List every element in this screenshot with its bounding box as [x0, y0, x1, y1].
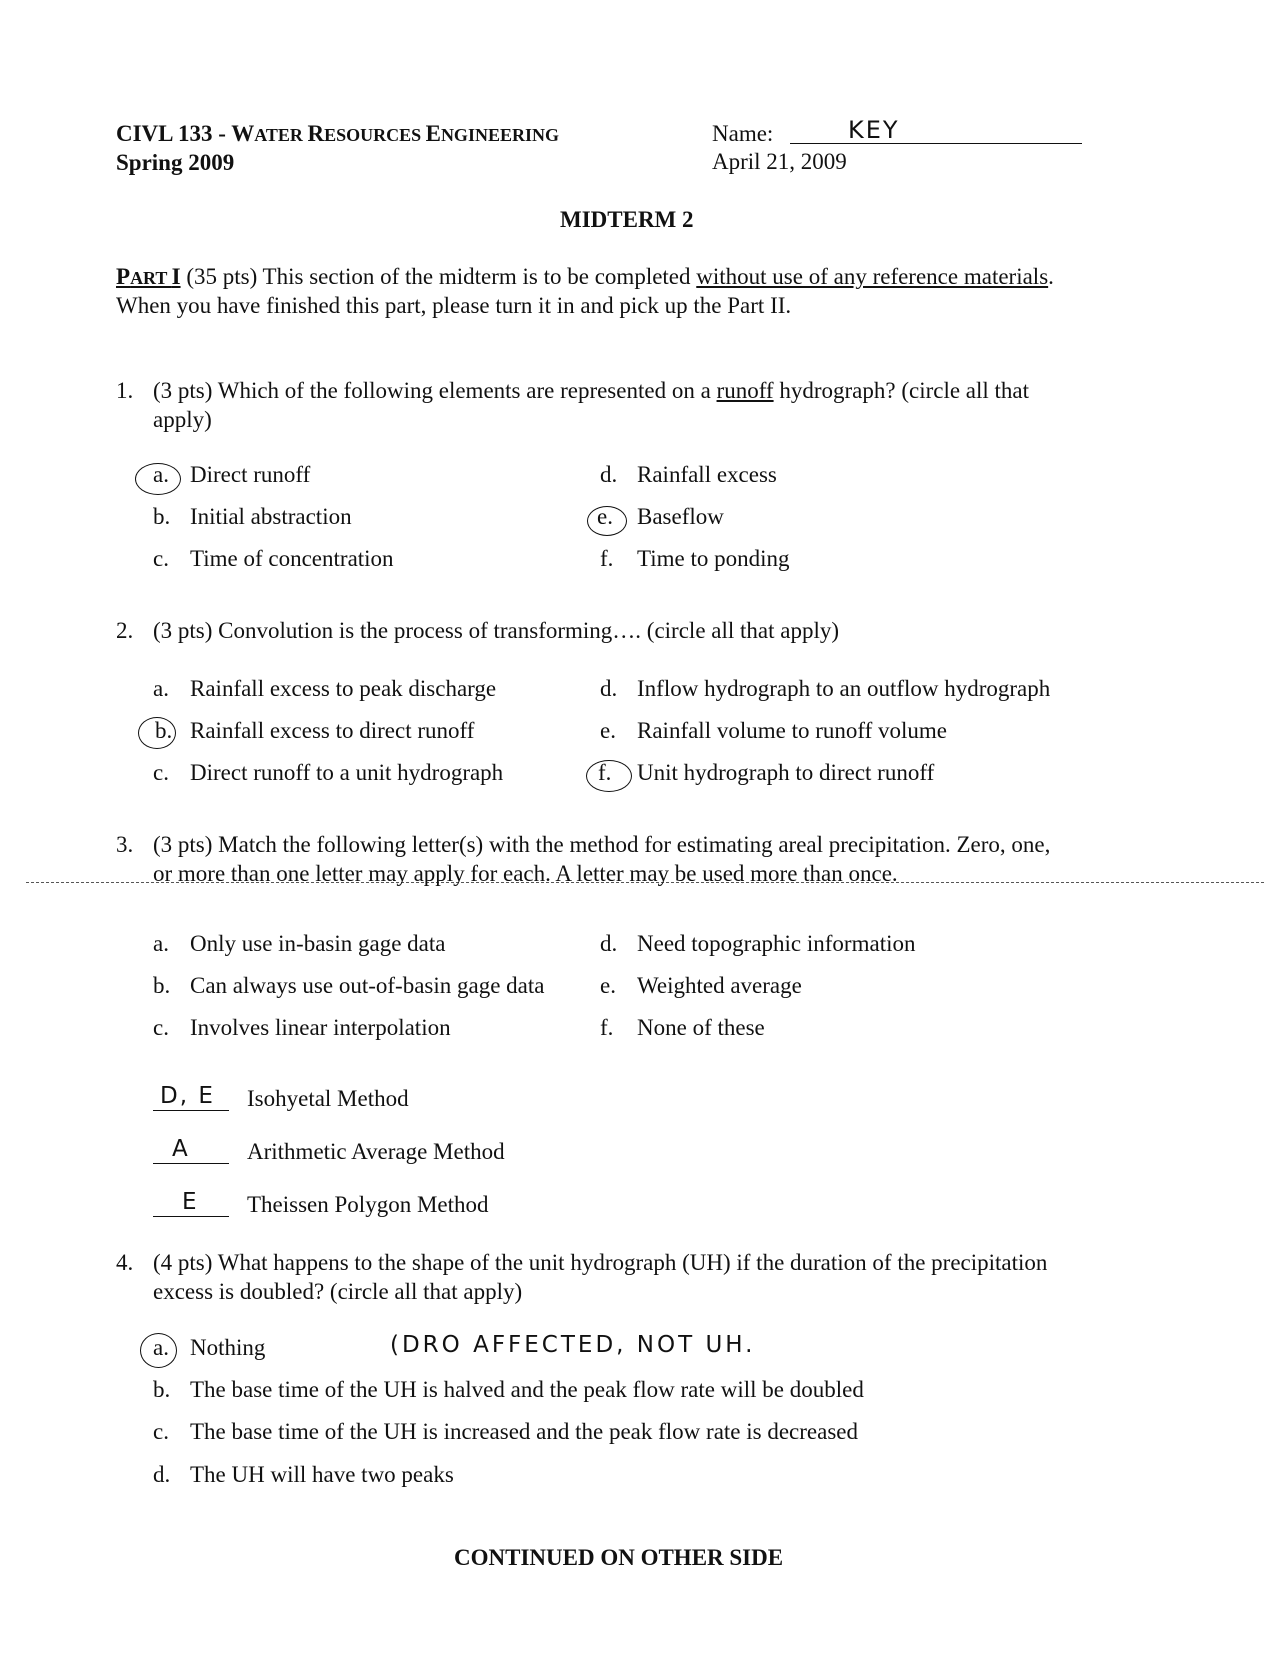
q2-option-c-text: Direct runoff to a unit hydrograph — [190, 760, 504, 785]
course-title: CIVL 133 - WATER RESOURCES ENGINEERING — [116, 121, 559, 146]
match-3-method: Theissen Polygon Method — [247, 1192, 489, 1217]
q2-option-a-text: Rainfall excess to peak discharge — [190, 676, 497, 701]
match-3-answer: E — [182, 1189, 199, 1215]
q4-option-c-letter: c. — [153, 1419, 169, 1444]
continued-footer: CONTINUED ON OTHER SIDE — [454, 1545, 784, 1570]
match-1-blank — [153, 1110, 229, 1111]
match-2-blank — [153, 1163, 229, 1164]
q2-number: 2. — [116, 618, 134, 643]
q2-option-f-text: Unit hydrograph to direct runoff — [637, 760, 935, 785]
q2-option-b-circle — [138, 717, 176, 749]
q3-option-f-letter: f. — [600, 1015, 614, 1040]
q3-option-f-text: None of these — [637, 1015, 765, 1040]
q3-option-e-text: Weighted average — [637, 973, 802, 998]
q2-option-d-letter: d. — [600, 676, 618, 701]
q2-option-b-text: Rainfall excess to direct runoff — [190, 718, 475, 743]
q2-text: (3 pts) Convolution is the process of transforming…. (circle all that apply) — [153, 618, 840, 643]
q1-option-f-letter: f. — [600, 546, 614, 571]
q1-option-b-letter: b. — [153, 504, 171, 529]
q4-option-d-text: The UH will have two peaks — [190, 1462, 454, 1487]
q3-option-a-text: Only use in-basin gage data — [190, 931, 446, 956]
q1-text-cont: apply) — [153, 407, 212, 432]
q1-option-c-text: Time of concentration — [190, 546, 394, 571]
q2-option-e-letter: e. — [600, 718, 616, 743]
exam-date: April 21, 2009 — [712, 149, 847, 174]
q3-option-e-letter: e. — [600, 973, 616, 998]
q2-option-f-letter: f. — [598, 760, 612, 785]
match-1-method: Isohyetal Method — [247, 1086, 409, 1111]
q4-option-a-circle — [140, 1333, 177, 1368]
match-1-answer: D, E — [160, 1083, 215, 1109]
q2-option-b-letter: b. — [155, 718, 173, 743]
q3-option-b-text: Can always use out-of-basin gage data — [190, 973, 545, 998]
q4-text-2: excess is doubled? (circle all that apply) — [153, 1279, 523, 1304]
q1-option-a-text: Direct runoff — [190, 462, 311, 487]
q3-option-b-letter: b. — [153, 973, 171, 998]
q2-option-f-circle — [586, 760, 632, 792]
q1-option-f-text: Time to ponding — [637, 546, 790, 571]
q1-option-e-circle — [587, 506, 627, 536]
intro-line-2: When you have finished this part, please turn it in and pick up the Part II. — [116, 293, 792, 318]
q4-option-b-letter: b. — [153, 1377, 171, 1402]
q4-number: 4. — [116, 1250, 134, 1275]
match-2-method: Arithmetic Average Method — [247, 1139, 505, 1164]
q3-option-d-letter: d. — [600, 931, 618, 956]
q4-option-a-letter: a. — [153, 1335, 169, 1360]
q3-option-a-letter: a. — [153, 931, 169, 956]
q3-number: 3. — [116, 832, 134, 857]
q1-number: 1. — [116, 378, 134, 403]
q1-option-e-text: Baseflow — [637, 504, 724, 529]
q3-text-2: or more than one letter may apply for each. A letter may be used more than once. — [153, 861, 898, 886]
q3-text-1: (3 pts) Match the following letter(s) with the method for estimating areal precipitation. Zero, one, — [153, 832, 1051, 857]
page-title: MIDTERM 2 — [560, 207, 694, 232]
q1-option-e-letter: e. — [597, 504, 613, 529]
q4-text-1: (4 pts) What happens to the shape of the unit hydrograph (UH) if the duration of the precipitation — [153, 1250, 1048, 1275]
name-label: Name: — [712, 121, 774, 146]
match-2-answer: A — [172, 1136, 190, 1162]
term: Spring 2009 — [116, 150, 235, 175]
q1-option-c-letter: c. — [153, 546, 169, 571]
q2-option-d-text: Inflow hydrograph to an outflow hydrograph — [637, 676, 1051, 701]
q1-option-a-letter: a. — [153, 462, 169, 487]
q3-option-c-text: Involves linear interpolation — [190, 1015, 451, 1040]
q2-option-e-text: Rainfall volume to runoff volume — [637, 718, 948, 743]
match-3-blank — [153, 1216, 229, 1217]
name-line — [790, 143, 1082, 144]
q3-option-d-text: Need topographic information — [637, 931, 916, 956]
q4-option-c-text: The base time of the UH is increased and the peak flow rate is decreased — [190, 1419, 858, 1444]
q1-option-a-circle — [135, 463, 181, 495]
q4-option-b-text: The base time of the UH is halved and the peak flow rate will be doubled — [190, 1377, 864, 1402]
q4-option-d-letter: d. — [153, 1462, 171, 1487]
q2-option-c-letter: c. — [153, 760, 169, 785]
q1-option-d-letter: d. — [600, 462, 618, 487]
q1-option-b-text: Initial abstraction — [190, 504, 352, 529]
q1-text: (3 pts) Which of the following elements are represented on a runoff hydrograph? (circle all that — [153, 378, 1030, 403]
q3-option-c-letter: c. — [153, 1015, 169, 1040]
q1-option-d-text: Rainfall excess — [637, 462, 777, 487]
q2-option-a-letter: a. — [153, 676, 169, 701]
q4-option-a-text: Nothing — [190, 1335, 266, 1360]
q4-handwritten-note: (DRO AFFECTED, NOT UH. — [390, 1332, 756, 1358]
name-value: KEY — [848, 116, 900, 144]
intro-line-1: PART I (35 pts) This section of the midterm is to be completed without use of any reference materials. — [116, 264, 1054, 289]
